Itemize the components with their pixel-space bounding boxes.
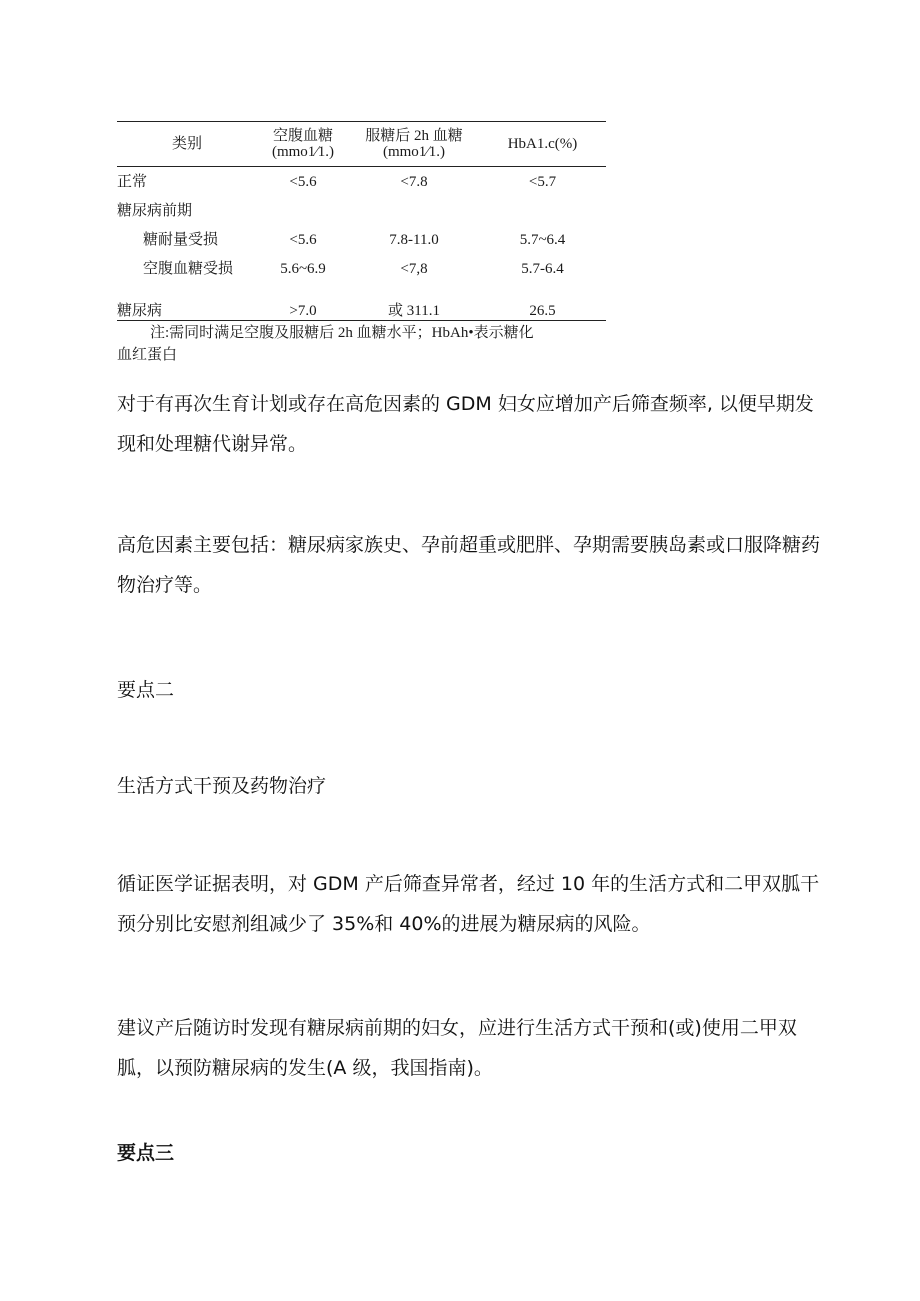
table-row <box>117 196 606 225</box>
cell-2h: 或 311.1 <box>388 303 440 319</box>
cell-fasting: <5.6 <box>289 173 317 190</box>
table-row <box>117 225 606 254</box>
paragraph-recommendation: 建议产后随访时发现有糖尿病前期的妇女，应进行生活方式干预和(或)使用二甲双胍，以预防糖尿病的发生(A 级，我国指南)。 <box>117 1017 797 1079</box>
diagnostic-criteria-table <box>117 121 606 321</box>
row-label: 正常 <box>117 173 148 190</box>
paragraph-screening-frequency: 对于有再次生育计划或存在高危因素的 GDM 妇女应增加产后筛查频率, 以便早期发现和处理糖代谢异常。 <box>117 393 814 455</box>
cell-fasting: >7.0 <box>289 303 317 319</box>
cell-hba1c: 26.5 <box>529 303 556 319</box>
cell-hba1c: <5.7 <box>528 173 557 190</box>
header-fasting-glucose: 空腹血糖 (mmo1∕1.) <box>271 128 335 160</box>
paragraph-evidence: 循证医学证据表明，对 GDM 产后筛查异常者，经过 10 年的生活方式和二甲双胍干预分别比安慰剂组减少了 35%和 40%的进展为糖尿病的风险。 <box>117 873 820 935</box>
table-row <box>117 283 606 321</box>
row-label: 糖耐量受损 <box>143 231 219 248</box>
heading-point-three: 要点三 <box>117 1142 175 1164</box>
criteria-table-block <box>117 121 606 366</box>
table-row <box>117 254 606 283</box>
cell-hba1c: 5.7~6.4 <box>519 231 566 248</box>
cell-fasting: <5.6 <box>289 231 317 248</box>
cell-hba1c: 5.7-6.4 <box>521 260 564 277</box>
header-category: 类别 <box>171 136 202 152</box>
row-label: 糖尿病 <box>117 303 163 319</box>
table-row <box>117 167 606 197</box>
row-label: 空腹血糖受损 <box>143 260 234 277</box>
cell-2h: <7,8 <box>400 260 428 277</box>
cell-2h: 7.8-11.0 <box>389 231 439 248</box>
paragraph-risk-factors: 高危因素主要包括：糖尿病家族史、孕前超重或肥胖、孕期需要胰岛素或口服降糖药物治疗等。 <box>117 534 821 596</box>
cell-fasting: 5.6~6.9 <box>280 260 326 277</box>
row-label: 糖尿病前期 <box>117 202 193 219</box>
header-2h-glucose: 服糖后 2h 血糖 (mmo1∕1.) <box>365 128 463 160</box>
table-header-row <box>117 122 606 167</box>
table-note: 注:需同时满足空腹及服糖后 2h 血糖水平；HbAh•表示糖化 血红蛋白 <box>117 325 534 363</box>
subheading-lifestyle-drug: 生活方式干预及药物治疗 <box>117 775 327 797</box>
header-hba1c: HbA1.c(%) <box>507 136 578 152</box>
heading-point-two: 要点二 <box>117 679 175 701</box>
cell-2h: <7.8 <box>400 173 428 190</box>
